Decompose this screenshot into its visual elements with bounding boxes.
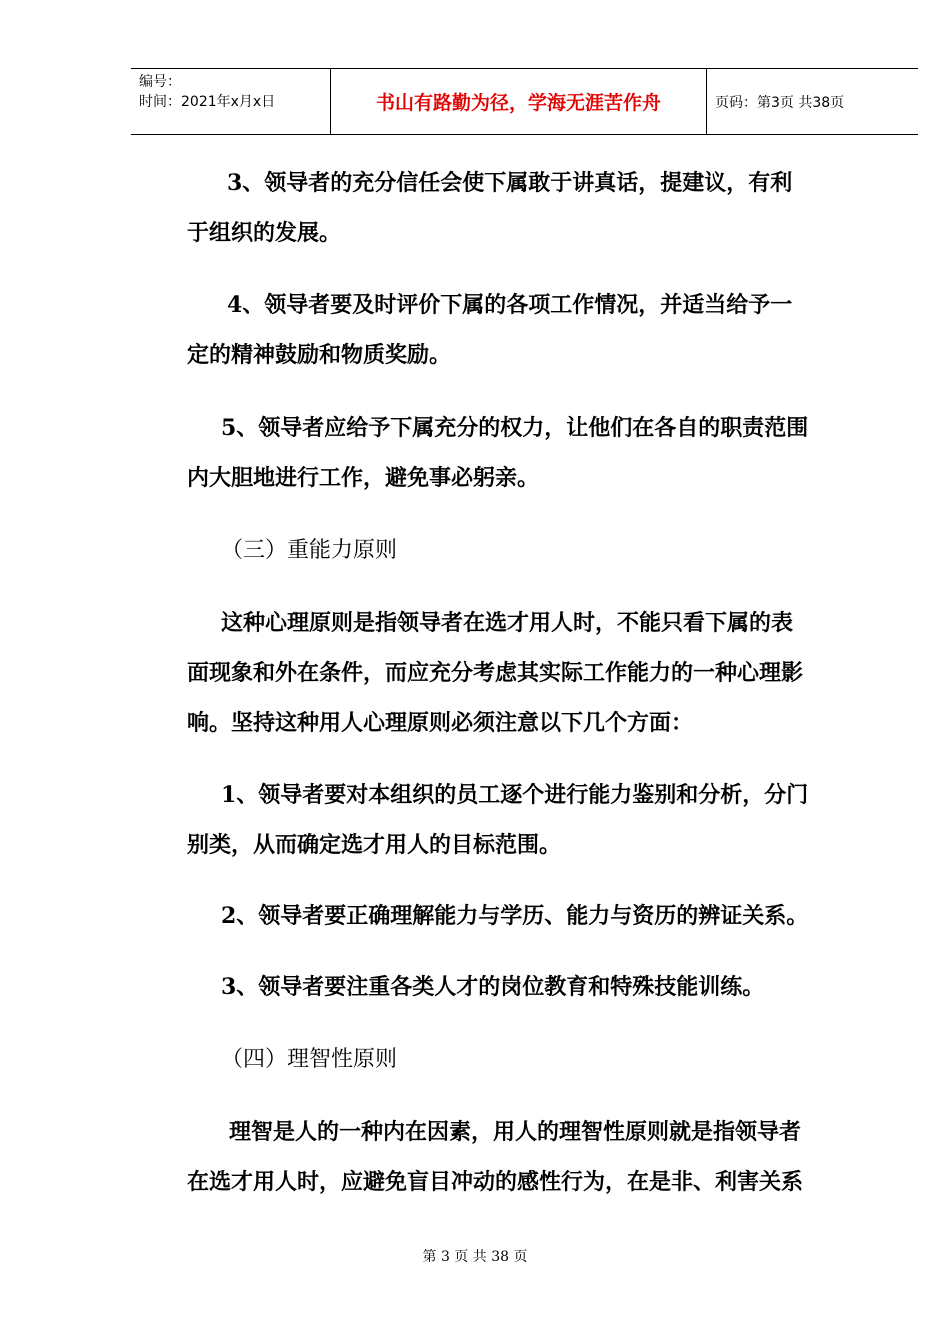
paragraph-3 — [187, 403, 861, 503]
paragraph-2 — [187, 280, 861, 380]
heading-text: （三）重能力原则 — [221, 538, 398, 563]
paragraph-6 — [187, 891, 861, 941]
paragraph-line: 内大胆地进行工作，避免事必躬亲。 — [187, 465, 540, 491]
paragraph-line: 定的精神鼓励和物质奖励。 — [187, 342, 452, 368]
paragraph-line: 在选才用人时，应避免盲目冲动的感性行为，在是非、利害关系 — [187, 1169, 804, 1195]
paragraph-line: 响。坚持这种用人心理原则必须注意以下几个方面： — [187, 710, 694, 736]
paragraph-line: 1、领导者要对本组织的员工逐个进行能力鉴别和分析，分门 — [221, 782, 809, 808]
header-motto: 书山有路勤为径，学海无涯苦作舟 — [375, 92, 661, 114]
document-number-label: 编号： — [139, 74, 181, 90]
paragraph-line: 5、领导者应给予下属充分的权力，让他们在各自的职责范围 — [221, 415, 809, 441]
heading-text: （四）理智性原则 — [221, 1047, 398, 1072]
paragraph-5 — [187, 770, 861, 870]
header-page-code: 页码：第3页 共38页 — [715, 94, 845, 111]
paragraph-4 — [187, 598, 861, 748]
header-divider-right — [706, 69, 707, 134]
paragraph-8 — [187, 1107, 861, 1207]
paragraph-line: 这种心理原则是指领导者在选才用人时，不能只看下属的表 — [221, 610, 794, 636]
paragraph-line: 3、领导者的充分信任会使下属敢于讲真话，提建议，有利 — [227, 170, 793, 196]
section-heading-3 — [187, 526, 861, 576]
paragraph-line: 2、领导者要正确理解能力与学历、能力与资历的辨证关系。 — [221, 903, 809, 929]
paragraph-7 — [187, 962, 861, 1012]
paragraph-line: 于组织的发展。 — [187, 220, 342, 246]
paragraph-line: 理智是人的一种内在因素，用人的理智性原则就是指领导者 — [229, 1119, 802, 1145]
paragraph-line: 别类，从而确定选才用人的目标范围。 — [187, 832, 562, 858]
page-footer: 第 3 页 共 38 页 — [422, 1249, 528, 1265]
document-time-label: 时间：2021年x月x日 — [139, 94, 276, 110]
section-heading-4 — [187, 1035, 861, 1085]
paragraph-line: 面现象和外在条件，而应充分考虑其实际工作能力的一种心理影 — [187, 660, 804, 686]
header-meta — [139, 72, 275, 112]
paragraph-line: 4、领导者要及时评价下属的各项工作情况，并适当给予一 — [227, 292, 793, 318]
page-header — [131, 68, 918, 135]
paragraph-1 — [187, 158, 861, 258]
paragraph-line: 3、领导者要注重各类人才的岗位教育和特殊技能训练。 — [221, 974, 765, 1000]
